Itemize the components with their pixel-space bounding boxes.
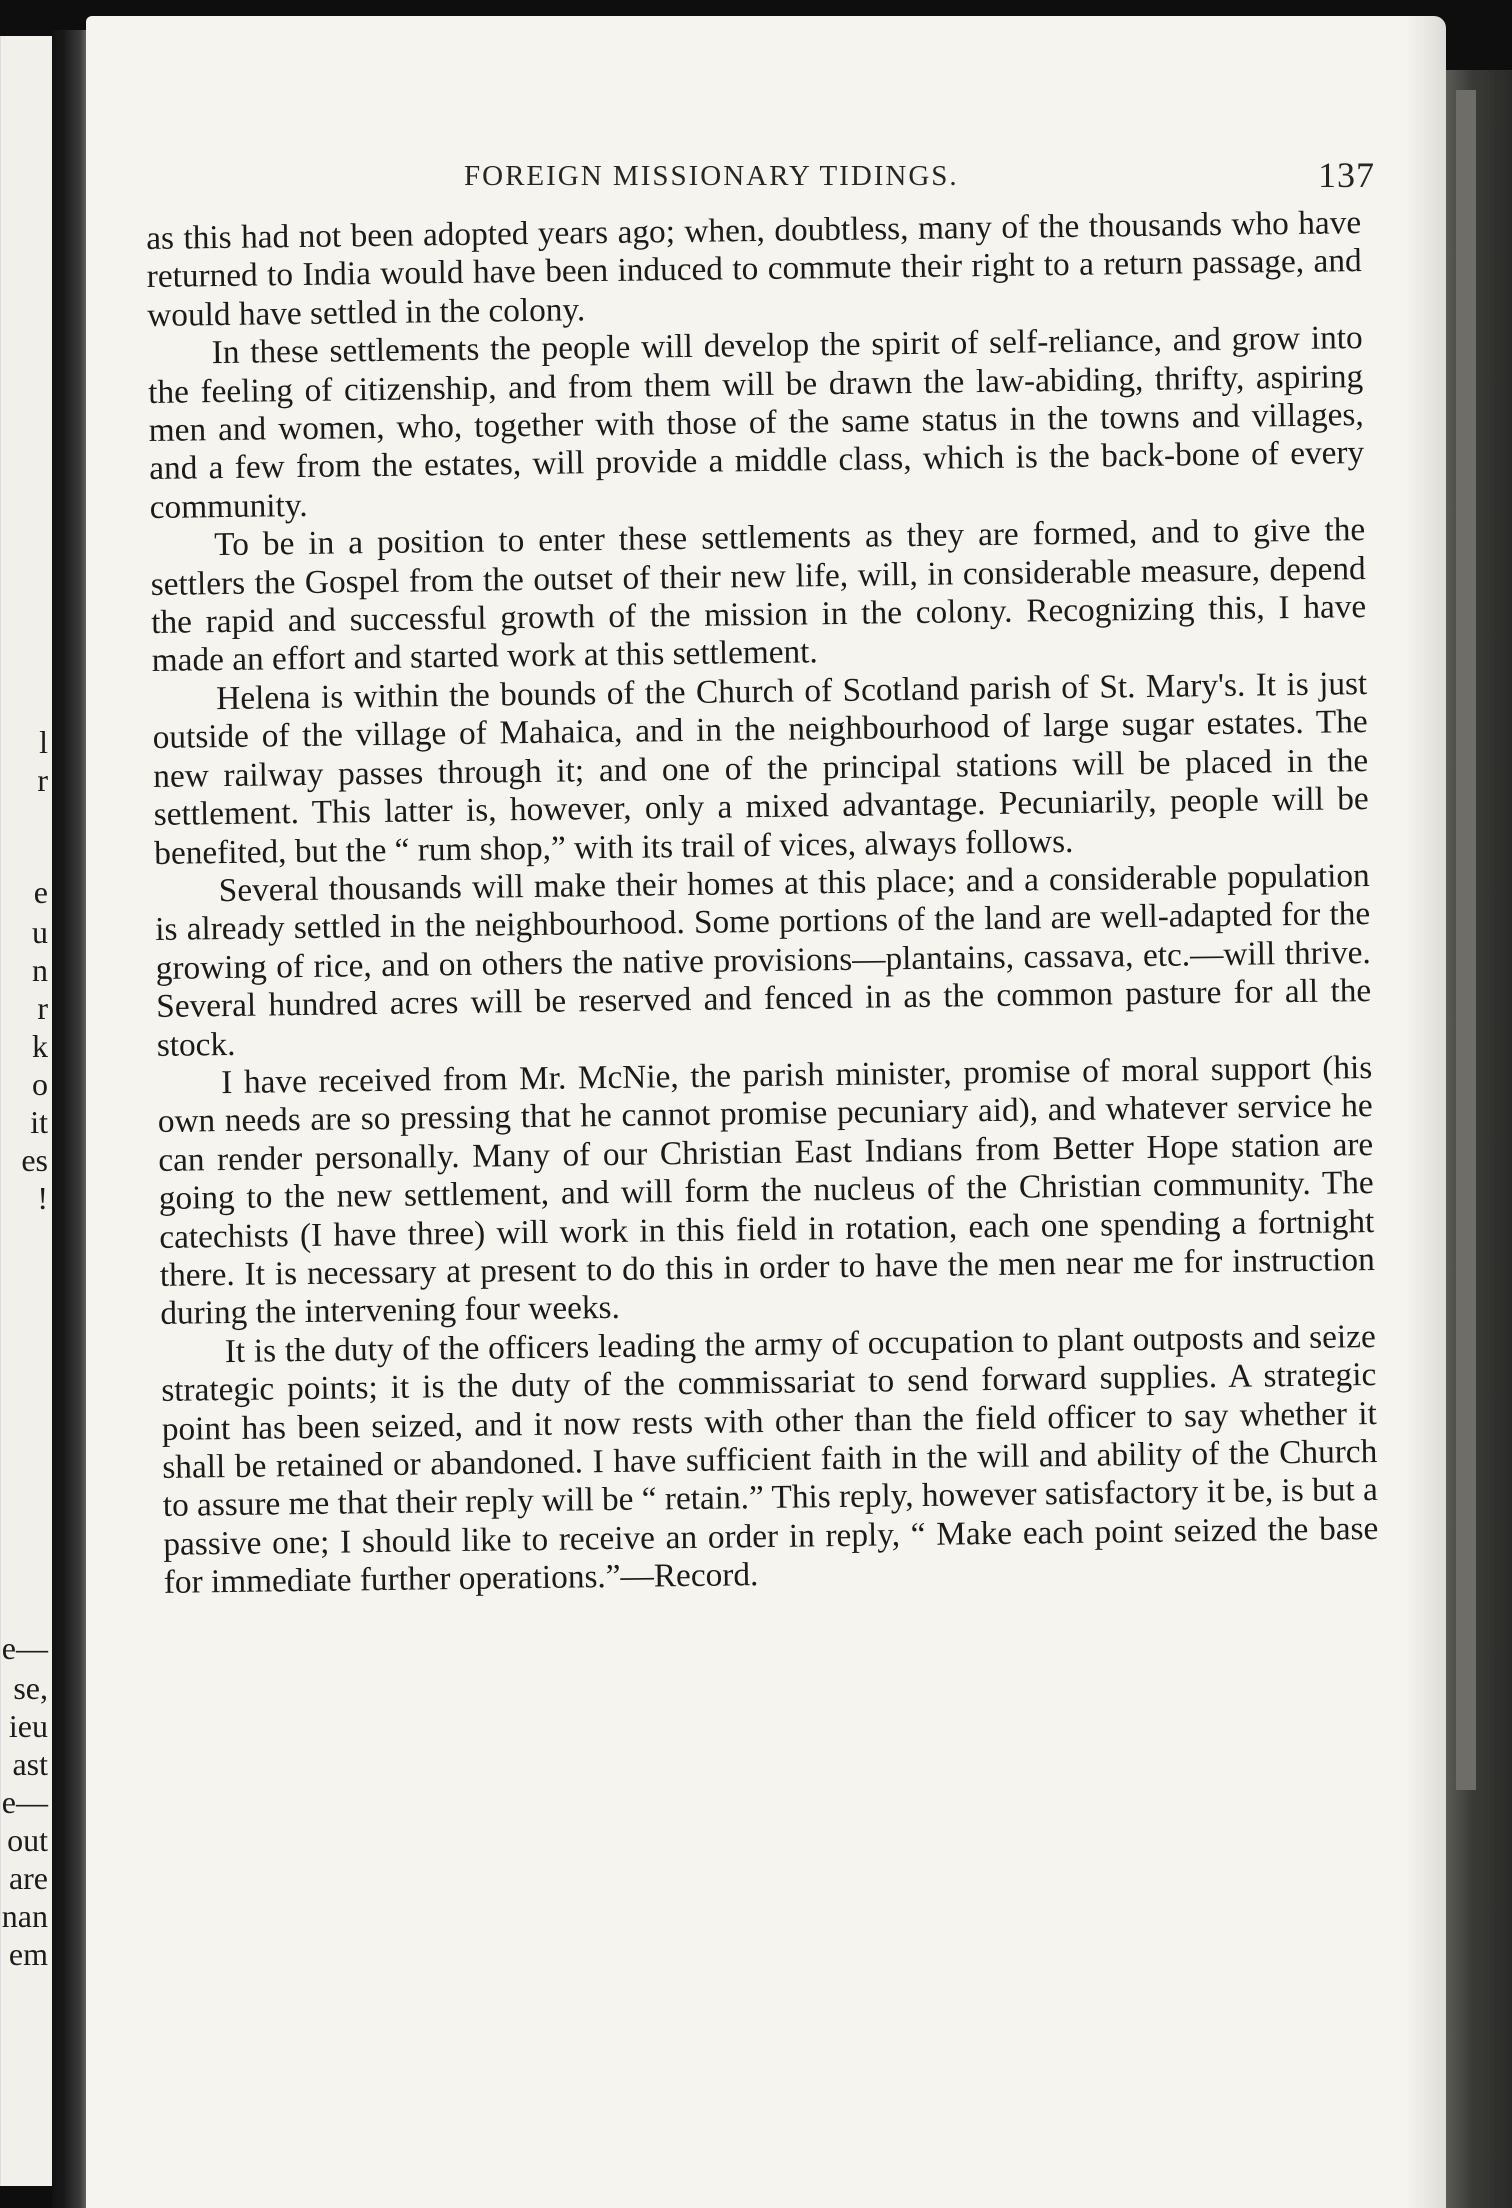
- left-page-fragment: e—: [1, 1630, 48, 1666]
- left-page-fragment: se,: [13, 1670, 48, 1706]
- page-stack-edge: [1456, 90, 1476, 1790]
- left-page-margin-line: [0, 36, 1, 2186]
- running-header-title: FOREIGN MISSIONARY TIDINGS.: [464, 160, 959, 192]
- paragraph: as this had not been adopted years ago; when, doubtless, many of the thousands who have returned to India would have been induced to commute their right to a return passage, and would have settled in the colony.: [146, 204, 1362, 334]
- page-number: 137: [1318, 155, 1375, 195]
- left-page-fragment: it: [30, 1104, 48, 1140]
- left-page-fragment: nan: [1, 1898, 48, 1934]
- paragraph: To be in a position to enter these settlements as they are formed, and to give the settlers the Gospel from the outset of their new life, will, in considerable measure, depend the rapid and successful growth of the mission in the colony. Recognizing this, I have made an effort and started work at this settlement.: [150, 511, 1367, 680]
- left-page-fragment: em: [8, 1936, 48, 1972]
- left-page-fragment: n: [32, 952, 48, 988]
- left-page-fragment: e—: [1, 1784, 48, 1820]
- article-body: [146, 204, 1379, 1602]
- left-page-fragment: !: [37, 1180, 48, 1216]
- left-page-fragment: u: [32, 914, 48, 950]
- left-page-edge: [0, 36, 52, 2186]
- paragraph: I have received from Mr. McNie, the parish minister, promise of moral support (his own needs are so pressing that he cannot promise pecuniary aid), and whatever service he can render personally. Many of our Christian East Indians from Better Hope station are going to the new settlement, and will form the nucleus of the Christian community. The catechists (I have three) will work in this field in rotation, each one spending a fortnight there. It is necessary at present to do this in order to have the men near me for instruction during the intervening four weeks.: [157, 1048, 1375, 1333]
- paragraph: In these settlements the people will develop the spirit of self-reliance, and grow into the feeling of citizenship, and from them will be drawn the law-abiding, thrifty, aspiring men and women, who, together with those of the same status in the towns and villages, and a few from the estates, will provide a middle class, which is the back-bone of every community.: [148, 319, 1365, 526]
- left-page-fragment: are: [8, 1860, 48, 1896]
- left-page-fragment: ast: [12, 1746, 48, 1782]
- left-page-fragment: ieu: [8, 1708, 48, 1744]
- left-page-fragment: e: [33, 874, 48, 910]
- left-page-fragment: o: [32, 1066, 48, 1102]
- left-page-fragment: out: [7, 1822, 48, 1858]
- paragraph: Several thousands will make their homes at this place; and a considerable population is already settled in the neighbourhood. Some portions of the land are well-adapted for the growing of rice, and on others the native provisions—plantains, cassava, etc.—will thrive. Several hundred acres will be reserved and fenced in as the common pasture for all the stock.: [155, 856, 1372, 1064]
- left-page-fragment: r: [37, 990, 48, 1026]
- left-page-fragment: l: [39, 724, 48, 760]
- left-page-fragment: k: [32, 1028, 48, 1064]
- left-page-fragment: r: [37, 762, 48, 798]
- paragraph: It is the duty of the officers leading the army of occupation to plant outposts and seize strategic points; it is the duty of the commissariat to send forward supplies. A strategic point has been seized, and it now rests with other than the field officer to say whether it shall be retained or abandoned. I have sufficient faith in the will and ability of the Church to assure me that their reply will be “ retain.” This reply, however satisfactory it be, is but a passive one; I should like to receive an order in reply, “ Make each point seized the base for immediate further operations.”—Record.: [161, 1317, 1379, 1602]
- paragraph: Helena is within the bounds of the Church of Scotland parish of St. Mary's. It is just outside of the village of Mahaica, and in the neighbourhood of large sugar estates. The new railway passes through it; and one of the principal stations will be placed in the settlement. This latter is, however, only a mixed advantage. Pecuniarily, people will be benefited, but the “ rum shop,” with its trail of vices, always follows.: [152, 664, 1369, 872]
- left-page-fragment: es: [21, 1142, 48, 1178]
